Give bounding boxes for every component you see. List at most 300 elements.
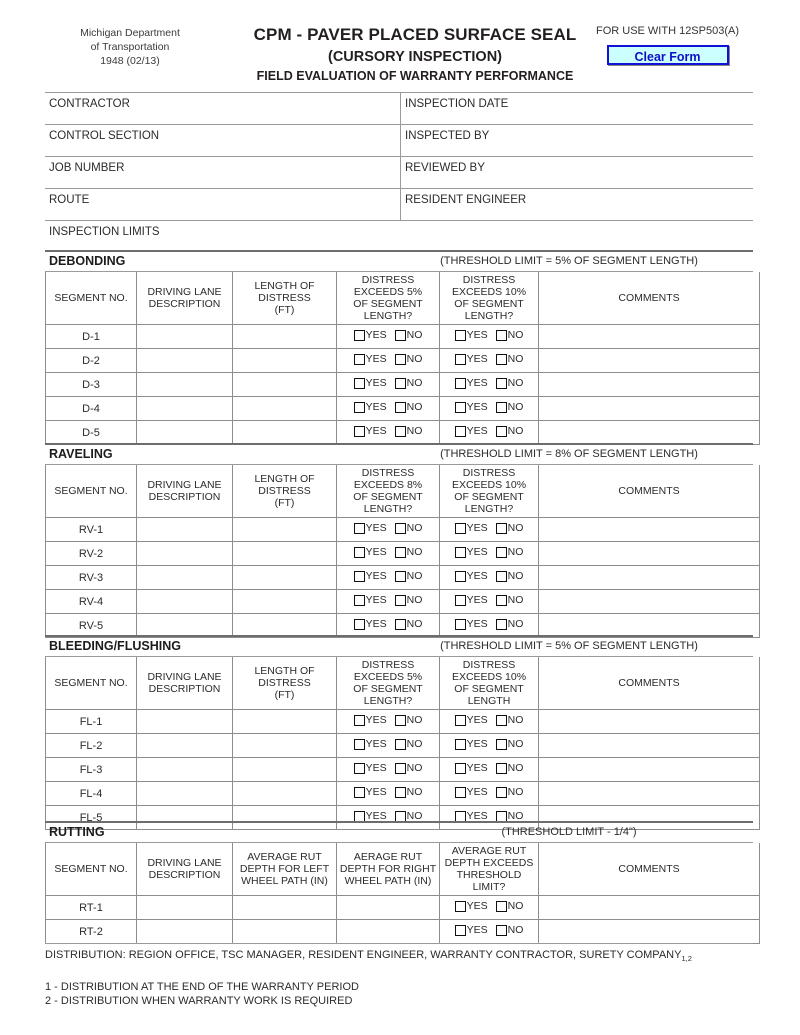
yes-no-group	[455, 378, 524, 389]
checkbox-label-no: NO	[507, 376, 524, 389]
driving-lane-description-input[interactable]	[137, 734, 233, 758]
checkbox-pair-yes	[455, 378, 495, 389]
driving-lane-description-input[interactable]	[137, 397, 233, 421]
checkbox-pair-no	[496, 925, 524, 936]
length-of-distress-input[interactable]	[233, 566, 337, 590]
checkbox-label-no: NO	[507, 809, 524, 822]
comments-input[interactable]	[539, 349, 760, 373]
checkbox-yes[interactable]	[455, 595, 466, 606]
driving-lane-description-input[interactable]	[137, 373, 233, 397]
distribution-superscript: 1,2	[681, 954, 692, 964]
checkbox-label-no: NO	[406, 785, 423, 798]
table-bleeding-flushing	[45, 657, 760, 830]
driving-lane-description-input[interactable]	[137, 710, 233, 734]
checkbox-no[interactable]	[395, 739, 406, 750]
checkbox-no[interactable]	[496, 739, 507, 750]
table-row	[46, 373, 760, 397]
checkbox-no[interactable]	[395, 595, 406, 606]
checkbox-yes[interactable]	[455, 402, 466, 413]
checkbox-yes[interactable]	[455, 739, 466, 750]
checkbox-label-no: NO	[507, 617, 524, 630]
checkbox-yes[interactable]	[354, 402, 365, 413]
driving-lane-description-input[interactable]	[137, 590, 233, 614]
yes-no-cell-second	[440, 542, 539, 566]
comments-input[interactable]	[539, 758, 760, 782]
checkbox-pair-no	[395, 595, 423, 606]
checkbox-no[interactable]	[395, 330, 406, 341]
table-row	[46, 566, 760, 590]
length-of-distress-input[interactable]	[233, 518, 337, 542]
checkbox-no[interactable]	[496, 619, 507, 630]
checkbox-label-yes: YES	[466, 593, 488, 606]
length-of-distress-input[interactable]	[233, 349, 337, 373]
yes-no-group	[354, 571, 423, 582]
column-header-6: COMMENTS	[539, 843, 760, 896]
checkbox-yes[interactable]	[354, 547, 365, 558]
yes-no-cell-second	[440, 710, 539, 734]
checkbox-yes[interactable]	[455, 523, 466, 534]
form-header	[45, 24, 755, 88]
comments-input[interactable]	[539, 710, 760, 734]
column-header-4: DISTRESS EXCEEDS 5% OF SEGMENT LENGTH?	[337, 657, 440, 710]
segment-number-cell: FL-4	[46, 782, 137, 806]
comments-input[interactable]	[539, 734, 760, 758]
checkbox-pair-no	[395, 426, 423, 437]
checkbox-label-no: NO	[507, 545, 524, 558]
checkbox-no[interactable]	[496, 901, 507, 912]
comments-input[interactable]	[539, 518, 760, 542]
checkbox-label-no: NO	[406, 761, 423, 774]
checkbox-yes[interactable]	[354, 619, 365, 630]
checkbox-yes[interactable]	[354, 595, 365, 606]
comments-input[interactable]	[539, 397, 760, 421]
length-of-distress-input[interactable]	[233, 325, 337, 349]
comments-input[interactable]	[539, 542, 760, 566]
checkbox-label-no: NO	[507, 352, 524, 365]
column-header-1: SEGMENT NO.	[46, 272, 137, 325]
length-of-distress-input[interactable]	[233, 421, 337, 445]
info-row	[45, 156, 753, 188]
checkbox-pair-no	[496, 619, 524, 630]
column-header-3: LENGTH OF DISTRESS (FT)	[233, 465, 337, 518]
driving-lane-description-input[interactable]	[137, 421, 233, 445]
checkbox-pair-yes	[354, 426, 394, 437]
checkbox-yes[interactable]	[455, 925, 466, 936]
length-of-distress-input[interactable]	[233, 590, 337, 614]
checkbox-no[interactable]	[395, 378, 406, 389]
checkbox-pair-yes	[455, 426, 495, 437]
checkbox-label-no: NO	[406, 545, 423, 558]
checkbox-yes[interactable]	[354, 571, 365, 582]
checkbox-label-no: NO	[406, 352, 423, 365]
length-of-distress-input[interactable]	[233, 373, 337, 397]
table-header-row	[46, 657, 760, 710]
column-header-5: DISTRESS EXCEEDS 10% OF SEGMENT LENGTH?	[440, 465, 539, 518]
segment-number-cell: RV-5	[46, 614, 137, 638]
checkbox-pair-yes	[455, 354, 495, 365]
checkbox-label-no: NO	[406, 376, 423, 389]
checkbox-pair-yes	[354, 619, 394, 630]
length-of-distress-input[interactable]	[233, 397, 337, 421]
yes-no-group	[455, 523, 524, 534]
column-header-1: SEGMENT NO.	[46, 465, 137, 518]
driving-lane-description-input[interactable]	[137, 896, 233, 920]
checkbox-yes[interactable]	[455, 571, 466, 582]
checkbox-yes[interactable]	[354, 523, 365, 534]
segment-number-cell: FL-1	[46, 710, 137, 734]
length-of-distress-input[interactable]	[233, 710, 337, 734]
agency-block	[45, 26, 215, 68]
checkbox-no[interactable]	[496, 787, 507, 798]
table-header-row	[46, 843, 760, 896]
checkbox-no[interactable]	[395, 426, 406, 437]
checkbox-no[interactable]	[496, 547, 507, 558]
reviewed-by-label: REVIEWED BY	[405, 162, 485, 174]
checkbox-no[interactable]	[496, 595, 507, 606]
checkbox-label-no: NO	[507, 521, 524, 534]
checkbox-yes[interactable]	[354, 426, 365, 437]
title-block	[215, 24, 615, 84]
yes-no-cell-first	[337, 758, 440, 782]
checkbox-yes[interactable]	[354, 354, 365, 365]
checkbox-label-yes: YES	[365, 809, 387, 822]
checkbox-no[interactable]	[395, 354, 406, 365]
checkbox-no[interactable]	[395, 547, 406, 558]
yes-no-cell-threshold	[440, 896, 539, 920]
checkbox-yes[interactable]	[455, 354, 466, 365]
yes-no-cell-second	[440, 518, 539, 542]
checkbox-label-no: NO	[406, 400, 423, 413]
comments-input[interactable]	[539, 566, 760, 590]
column-header-3: AVERAGE RUT DEPTH FOR LEFT WHEEL PATH (IN)	[233, 843, 337, 896]
checkbox-pair-yes	[455, 811, 495, 822]
checkbox-pair-no	[496, 763, 524, 774]
right-wheel-depth-input[interactable]	[337, 896, 440, 920]
section-title-bar	[45, 821, 753, 843]
yes-no-group	[455, 787, 524, 798]
checkbox-label-yes: YES	[466, 713, 488, 726]
checkbox-pair-yes	[455, 547, 495, 558]
section-threshold-limit: (THRESHOLD LIMIT = 5% OF SEGMENT LENGTH)	[440, 255, 698, 267]
divider	[400, 157, 401, 188]
checkbox-label-yes: YES	[365, 376, 387, 389]
table-row	[46, 590, 760, 614]
distribution-text: DISTRIBUTION: REGION OFFICE, TSC MANAGER, RESIDENT ENGINEER, WARRANTY CONTRACTOR, SURETY COMPANY	[45, 949, 682, 961]
length-of-distress-input[interactable]	[233, 542, 337, 566]
checkbox-no[interactable]	[496, 763, 507, 774]
yes-no-group	[354, 523, 423, 534]
driving-lane-description-input[interactable]	[137, 349, 233, 373]
yes-no-group	[354, 378, 423, 389]
yes-no-group	[354, 739, 423, 750]
driving-lane-description-input[interactable]	[137, 614, 233, 638]
checkbox-no[interactable]	[496, 523, 507, 534]
checkbox-yes[interactable]	[455, 378, 466, 389]
yes-no-group	[354, 619, 423, 630]
checkbox-pair-no	[496, 330, 524, 341]
column-header-5: DISTRESS EXCEEDS 10% OF SEGMENT LENGTH	[440, 657, 539, 710]
checkbox-yes[interactable]	[455, 330, 466, 341]
yes-no-cell-second	[440, 734, 539, 758]
contractor-label: CONTRACTOR	[49, 98, 130, 110]
checkbox-yes[interactable]	[354, 378, 365, 389]
checkbox-no[interactable]	[496, 571, 507, 582]
checkbox-yes[interactable]	[455, 787, 466, 798]
table-row	[46, 614, 760, 638]
yes-no-group	[354, 787, 423, 798]
yes-no-group	[455, 925, 524, 936]
checkbox-no[interactable]	[496, 378, 507, 389]
checkbox-label-no: NO	[406, 617, 423, 630]
yes-no-cell-second	[440, 758, 539, 782]
section-title-bar	[45, 443, 753, 465]
checkbox-yes[interactable]	[354, 715, 365, 726]
yes-no-cell-first	[337, 518, 440, 542]
table-header-row	[46, 465, 760, 518]
checkbox-pair-yes	[354, 787, 394, 798]
section-bleeding-flushing	[45, 635, 753, 830]
inspected-by-label: INSPECTED BY	[405, 130, 490, 142]
yes-no-cell-second	[440, 614, 539, 638]
checkbox-label-yes: YES	[365, 737, 387, 750]
driving-lane-description-input[interactable]	[137, 920, 233, 944]
right-wheel-depth-input[interactable]	[337, 920, 440, 944]
column-header-4: DISTRESS EXCEEDS 8% OF SEGMENT LENGTH?	[337, 465, 440, 518]
checkbox-no[interactable]	[496, 715, 507, 726]
checkbox-no[interactable]	[496, 330, 507, 341]
checkbox-pair-no	[395, 715, 423, 726]
info-row	[45, 124, 753, 156]
footer-notes	[45, 980, 765, 1008]
checkbox-yes[interactable]	[354, 763, 365, 774]
job-number-label: JOB NUMBER	[49, 162, 125, 174]
footer-rule	[45, 943, 753, 944]
driving-lane-description-input[interactable]	[137, 782, 233, 806]
distribution-line	[45, 949, 765, 963]
segment-number-cell: RT-1	[46, 896, 137, 920]
checkbox-label-no: NO	[507, 424, 524, 437]
checkbox-label-yes: YES	[365, 424, 387, 437]
page-title: CPM - PAVER PLACED SURFACE SEAL	[253, 25, 577, 44]
checkbox-label-no: NO	[406, 713, 423, 726]
checkbox-label-no: NO	[406, 424, 423, 437]
driving-lane-description-input[interactable]	[137, 542, 233, 566]
checkbox-no[interactable]	[395, 523, 406, 534]
checkbox-label-no: NO	[507, 328, 524, 341]
checkbox-no[interactable]	[496, 925, 507, 936]
checkbox-no[interactable]	[496, 811, 507, 822]
checkbox-pair-yes	[455, 571, 495, 582]
checkbox-label-yes: YES	[365, 569, 387, 582]
checkbox-no[interactable]	[395, 715, 406, 726]
segment-number-cell: D-5	[46, 421, 137, 445]
checkbox-yes[interactable]	[455, 426, 466, 437]
yes-no-cell-second	[440, 325, 539, 349]
checkbox-no[interactable]	[395, 571, 406, 582]
footnote-1: 1 - DISTRIBUTION AT THE END OF THE WARRANTY PERIOD	[45, 981, 359, 994]
driving-lane-description-input[interactable]	[137, 325, 233, 349]
comments-input[interactable]	[539, 782, 760, 806]
checkbox-pair-no	[496, 402, 524, 413]
checkbox-label-no: NO	[406, 328, 423, 341]
page-subtitle: (CURSORY INSPECTION)	[327, 49, 502, 65]
checkbox-label-yes: YES	[365, 521, 387, 534]
checkbox-label-yes: YES	[466, 328, 488, 341]
left-wheel-depth-input[interactable]	[233, 896, 337, 920]
comments-input[interactable]	[539, 614, 760, 638]
column-header-6: COMMENTS	[539, 272, 760, 325]
table-row	[46, 896, 760, 920]
segment-number-cell: FL-2	[46, 734, 137, 758]
comments-input[interactable]	[539, 590, 760, 614]
checkbox-yes[interactable]	[455, 715, 466, 726]
checkbox-label-no: NO	[507, 400, 524, 413]
checkbox-no[interactable]	[395, 402, 406, 413]
segment-number-cell: RV-1	[46, 518, 137, 542]
yes-no-group	[354, 547, 423, 558]
control-section-label: CONTROL SECTION	[49, 130, 160, 142]
footnote-2: 2 - DISTRIBUTION WHEN WARRANTY WORK IS REQUIRED	[45, 995, 353, 1008]
checkbox-yes[interactable]	[354, 739, 365, 750]
checkbox-yes[interactable]	[455, 619, 466, 630]
column-header-2: DRIVING LANE DESCRIPTION	[137, 657, 233, 710]
checkbox-pair-no	[496, 595, 524, 606]
left-wheel-depth-input[interactable]	[233, 920, 337, 944]
comments-input[interactable]	[539, 421, 760, 445]
checkbox-label-yes: YES	[365, 328, 387, 341]
checkbox-pair-yes	[354, 715, 394, 726]
inspection-limits-label: INSPECTION LIMITS	[49, 226, 160, 238]
checkbox-label-yes: YES	[365, 785, 387, 798]
checkbox-no[interactable]	[496, 354, 507, 365]
table-row	[46, 734, 760, 758]
yes-no-group	[354, 595, 423, 606]
checkbox-no[interactable]	[395, 811, 406, 822]
yes-no-cell-first	[337, 325, 440, 349]
info-row	[45, 92, 753, 124]
yes-no-group	[354, 811, 423, 822]
table-row	[46, 758, 760, 782]
resident-engineer-label: RESIDENT ENGINEER	[405, 194, 527, 206]
clear-form-button[interactable]: Clear Form	[607, 45, 729, 65]
checkbox-yes[interactable]	[354, 330, 365, 341]
yes-no-cell-first	[337, 614, 440, 638]
checkbox-label-no: NO	[406, 737, 423, 750]
checkbox-pair-yes	[354, 547, 394, 558]
checkbox-yes[interactable]	[455, 811, 466, 822]
agency-line-2: of Transportation	[90, 41, 170, 53]
segment-number-cell: RV-3	[46, 566, 137, 590]
yes-no-cell-second	[440, 566, 539, 590]
use-with-block	[580, 24, 755, 65]
checkbox-pair-no	[395, 523, 423, 534]
column-header-2: DRIVING LANE DESCRIPTION	[137, 843, 233, 896]
checkbox-no[interactable]	[496, 402, 507, 413]
checkbox-pair-yes	[455, 787, 495, 798]
checkbox-pair-yes	[354, 595, 394, 606]
yes-no-group	[354, 330, 423, 341]
checkbox-label-yes: YES	[365, 545, 387, 558]
yes-no-group	[455, 547, 524, 558]
checkbox-pair-yes	[354, 739, 394, 750]
section-threshold-limit: (THRESHOLD LIMIT - 1/4")	[501, 826, 637, 838]
length-of-distress-input[interactable]	[233, 782, 337, 806]
segment-number-cell: D-3	[46, 373, 137, 397]
segment-number-cell: D-4	[46, 397, 137, 421]
segment-number-cell: RT-2	[46, 920, 137, 944]
table-row	[46, 542, 760, 566]
checkbox-pair-no	[395, 402, 423, 413]
length-of-distress-input[interactable]	[233, 758, 337, 782]
checkbox-label-yes: YES	[466, 569, 488, 582]
yes-no-group	[354, 763, 423, 774]
column-header-3: LENGTH OF DISTRESS (FT)	[233, 657, 337, 710]
table-row	[46, 325, 760, 349]
checkbox-yes[interactable]	[455, 547, 466, 558]
section-threshold-limit: (THRESHOLD LIMIT = 5% OF SEGMENT LENGTH)	[440, 640, 698, 652]
column-header-6: COMMENTS	[539, 465, 760, 518]
checkbox-pair-no	[496, 571, 524, 582]
page-subtitle-2: FIELD EVALUATION OF WARRANTY PERFORMANCE	[256, 69, 574, 83]
column-header-5: DISTRESS EXCEEDS 10% OF SEGMENT LENGTH?	[440, 272, 539, 325]
checkbox-yes[interactable]	[455, 901, 466, 912]
table-row	[46, 782, 760, 806]
yes-no-group	[455, 763, 524, 774]
checkbox-label-yes: YES	[466, 785, 488, 798]
checkbox-label-yes: YES	[466, 617, 488, 630]
checkbox-label-yes: YES	[466, 899, 488, 912]
comments-input[interactable]	[539, 896, 760, 920]
yes-no-group	[354, 426, 423, 437]
length-of-distress-input[interactable]	[233, 614, 337, 638]
driving-lane-description-input[interactable]	[137, 518, 233, 542]
checkbox-label-yes: YES	[466, 521, 488, 534]
yes-no-group	[455, 330, 524, 341]
section-debonding	[45, 250, 753, 445]
checkbox-yes[interactable]	[354, 787, 365, 798]
agency-line-1: Michigan Department	[80, 27, 180, 39]
yes-no-group	[455, 595, 524, 606]
checkbox-label-yes: YES	[365, 617, 387, 630]
checkbox-no[interactable]	[395, 787, 406, 798]
comments-input[interactable]	[539, 920, 760, 944]
driving-lane-description-input[interactable]	[137, 566, 233, 590]
checkbox-pair-no	[395, 547, 423, 558]
checkbox-no[interactable]	[395, 619, 406, 630]
checkbox-label-no: NO	[406, 809, 423, 822]
yes-no-group	[354, 715, 423, 726]
checkbox-yes[interactable]	[455, 763, 466, 774]
checkbox-label-yes: YES	[365, 593, 387, 606]
checkbox-pair-yes	[455, 925, 495, 936]
yes-no-cell-threshold	[440, 920, 539, 944]
checkbox-pair-no	[496, 378, 524, 389]
checkbox-no[interactable]	[496, 426, 507, 437]
table-debonding	[45, 272, 760, 445]
driving-lane-description-input[interactable]	[137, 758, 233, 782]
checkbox-yes[interactable]	[354, 811, 365, 822]
checkbox-no[interactable]	[395, 763, 406, 774]
segment-number-cell: FL-5	[46, 806, 137, 830]
comments-input[interactable]	[539, 325, 760, 349]
comments-input[interactable]	[539, 373, 760, 397]
checkbox-pair-yes	[455, 402, 495, 413]
checkbox-label-yes: YES	[466, 400, 488, 413]
length-of-distress-input[interactable]	[233, 734, 337, 758]
section-name: BLEEDING/FLUSHING	[49, 639, 181, 653]
checkbox-pair-yes	[455, 901, 495, 912]
divider	[400, 189, 401, 220]
